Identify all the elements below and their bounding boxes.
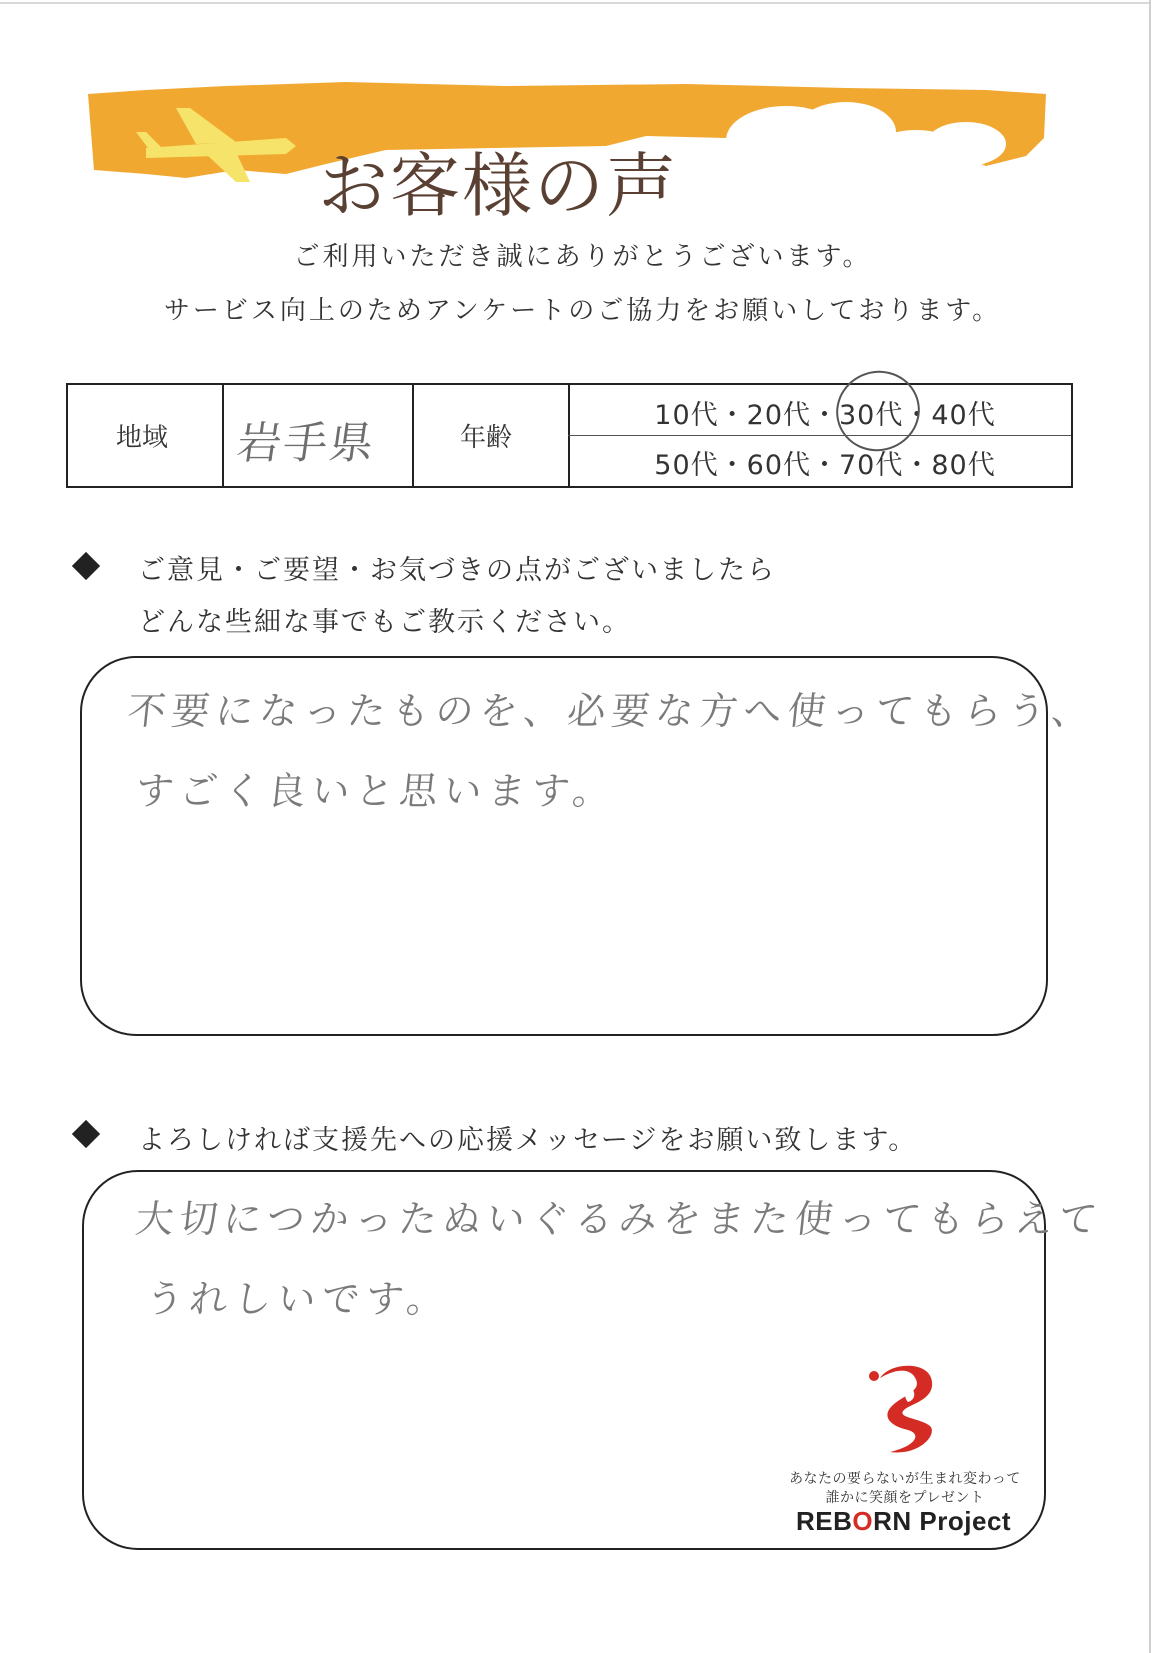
answer1-line1: 不要になったものを、必要な方へ使ってもらう、 — [125, 689, 1098, 733]
region-value[interactable]: 岩手県 — [233, 418, 379, 469]
question1-line2: どんな些細な事でもご教示ください。 — [138, 607, 631, 638]
age-options-row1[interactable]: 10代・20代・30代・40代 — [654, 400, 996, 431]
logo-wordmark-o: O — [852, 1506, 874, 1536]
scan-top-edge — [0, 2, 1150, 4]
reborn-logo — [780, 1360, 1030, 1540]
diamond-bullet-icon — [72, 1120, 100, 1148]
age-row-divider — [568, 435, 1071, 436]
intro-text-line2: サービス向上のためアンケートのご協力をお願いしております。 — [163, 296, 1002, 326]
intro-text-line1: ご利用いただき誠にありがとうございます。 — [293, 242, 872, 272]
logo-wordmark — [796, 1506, 1011, 1537]
table-divider — [222, 385, 224, 486]
age-label: 年齢 — [460, 423, 513, 453]
logo-tagline-2: 誰かに笑顔をプレゼント — [825, 1490, 985, 1506]
cloud-shape — [686, 138, 766, 178]
answer2-line2: うれしいです。 — [143, 1277, 453, 1321]
table-divider — [412, 385, 414, 486]
info-table — [66, 383, 1073, 488]
page-title: お客様の声 — [318, 145, 678, 227]
question2-line1: よろしければ支援先への応援メッセージをお願い致します。 — [138, 1125, 918, 1156]
cloud-shape — [926, 122, 1006, 166]
answer1-line2: すごく良いと思います。 — [133, 769, 619, 813]
reborn-swirl-icon — [860, 1360, 950, 1460]
region-label: 地域 — [116, 423, 169, 453]
diamond-bullet-icon — [72, 552, 100, 580]
logo-wordmark-part2: RN Project — [873, 1506, 1012, 1536]
answer2-line1: 大切につかったぬいぐるみをまた使ってもらえて — [133, 1197, 1106, 1241]
logo-tagline-1: あなたの要らないが生まれ変わって — [789, 1471, 1021, 1487]
question1-line1: ご意見・ご要望・お気づきの点がございましたら — [138, 555, 776, 586]
logo-wordmark-part1: REB — [796, 1506, 853, 1536]
age-options-row2[interactable]: 50代・60代・70代・80代 — [654, 450, 996, 481]
